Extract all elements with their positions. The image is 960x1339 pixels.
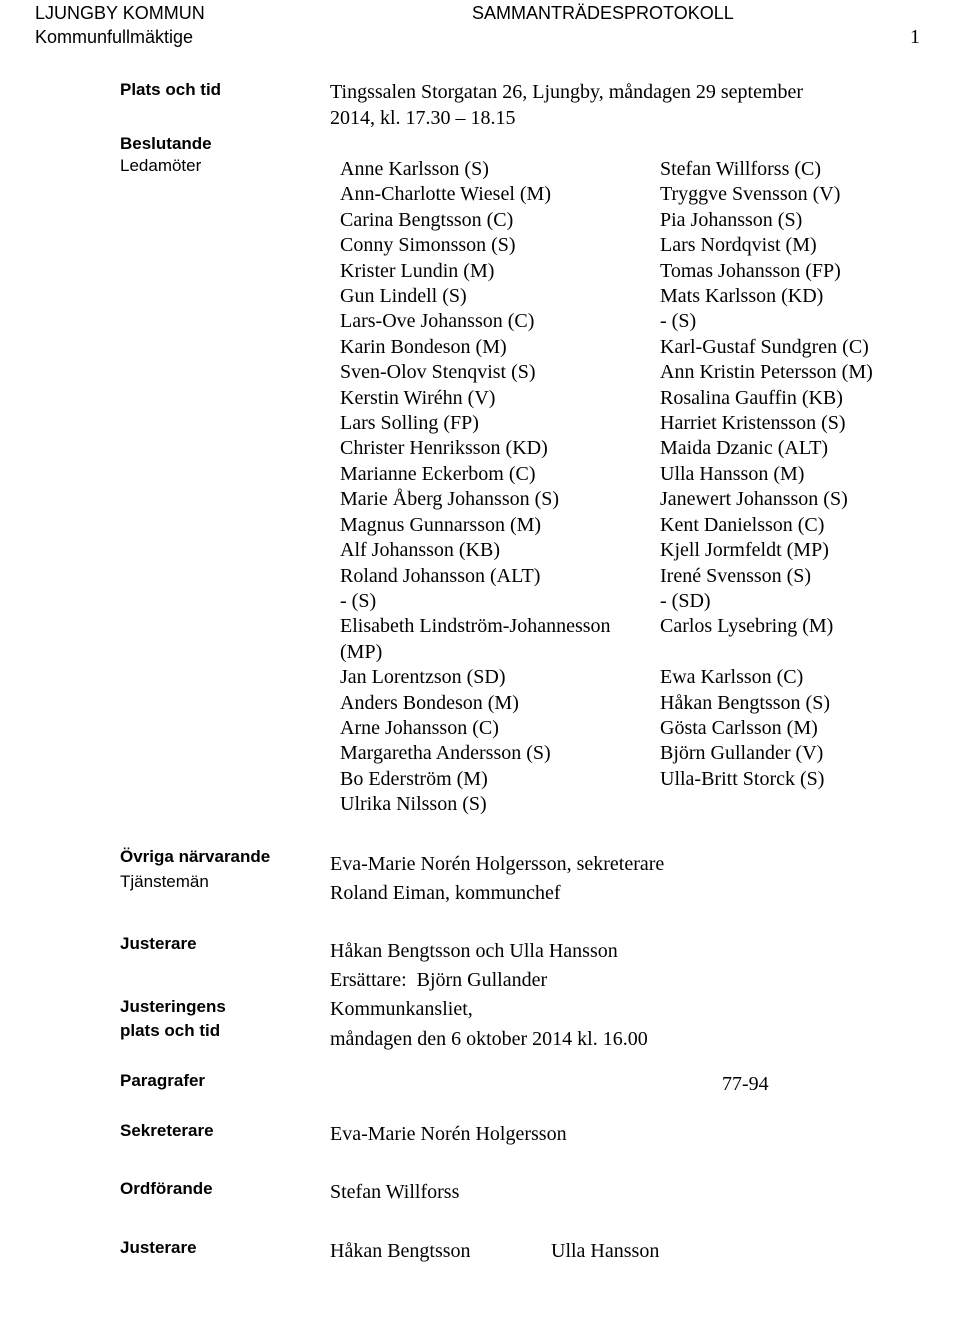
member-name: Ewa Karlsson (C) <box>660 666 804 689</box>
member-name: Magnus Gunnarsson (M) <box>340 513 542 536</box>
member-name: Lars Solling (FP) <box>340 412 479 435</box>
members-list-right <box>660 157 950 792</box>
member-name: Ulrika Nilsson (S) <box>340 793 487 816</box>
member-name: Tomas Johansson (FP) <box>660 259 841 282</box>
member-name: Anders Bondeson (M) <box>340 691 519 714</box>
member-name: Karin Bondeson (M) <box>340 335 507 358</box>
adjusters-names: Håkan Bengtsson och Ulla Hansson <box>330 940 618 962</box>
place-time-label: Plats och tid <box>120 80 222 99</box>
member-name: Mats Karlsson (KD) <box>660 285 824 308</box>
member-name: Lars-Ove Johansson (C) <box>340 310 535 333</box>
adjust-place-label-1: Justeringens <box>120 997 226 1016</box>
members-label: Ledamöter <box>120 156 202 175</box>
member-name: Maida Dzanic (ALT) <box>660 437 829 460</box>
municipality-name: LJUNGBY KOMMUN <box>35 3 205 23</box>
member-name: Kerstin Wiréhn (V) <box>340 386 496 409</box>
others-present-label: Övriga närvarande <box>120 847 271 866</box>
committee-name: Kommunfullmäktige <box>35 27 194 47</box>
document-type: SAMMANTRÄDESPROTOKOLL <box>472 3 734 23</box>
chair-label: Ordförande <box>120 1179 213 1198</box>
member-name: Margaretha Andersson (S) <box>340 742 551 765</box>
chair-name: Stefan Willforss <box>330 1181 460 1203</box>
member-name: Roland Johansson (ALT) <box>340 564 541 587</box>
member-name: Karl-Gustaf Sundgren (C) <box>660 335 869 358</box>
member-name: Ulla Hansson (M) <box>660 462 805 485</box>
page-number: 1 <box>910 26 920 48</box>
member-name: Anne Karlsson (S) <box>340 158 489 180</box>
deciding-label: Beslutande <box>120 134 212 153</box>
member-name <box>660 640 950 665</box>
adjust-time-value: måndagen den 6 oktober 2014 kl. 16.00 <box>330 1028 648 1050</box>
member-name: Gun Lindell (S) <box>340 285 467 308</box>
adjust-place-label-2: plats och tid <box>120 1021 221 1040</box>
member-name: Arne Johansson (C) <box>340 716 499 739</box>
signer-2-name: Ulla Hansson <box>551 1240 660 1262</box>
member-name: Marianne Eckerbom (C) <box>340 462 536 485</box>
official-municipal-manager: Roland Eiman, kommunchef <box>330 882 561 904</box>
place-time-line1: Tingssalen Storgatan 26, Ljungby, måndagen 29 september <box>330 81 804 103</box>
member-name: Carina Bengtsson (C) <box>340 208 514 231</box>
member-name: Carlos Lysebring (M) <box>660 615 834 638</box>
member-name: - (SD) <box>660 589 711 612</box>
member-name: Christer Henriksson (KD) <box>340 437 548 460</box>
member-name: Björn Gullander (V) <box>660 742 824 765</box>
member-name: Tryggve Svensson (V) <box>660 183 841 206</box>
adjusters-substitute: Ersättare: Björn Gullander <box>330 969 548 991</box>
secretary-label: Sekreterare <box>120 1121 214 1140</box>
paragraphs-label: Paragrafer <box>120 1071 206 1090</box>
place-time-line2: 2014, kl. 17.30 – 18.15 <box>330 107 516 129</box>
member-name: Elisabeth Lindström-Johannesson (MP) <box>340 615 611 663</box>
officials-label: Tjänstemän <box>120 872 209 891</box>
signer-1-name: Håkan Bengtsson <box>330 1240 471 1262</box>
member-name: Kjell Jormfeldt (MP) <box>660 539 829 562</box>
member-name: Alf Johansson (KB) <box>340 539 500 562</box>
member-name: Krister Lundin (M) <box>340 259 495 282</box>
member-name: Ann-Charlotte Wiesel (M) <box>340 183 551 206</box>
member-name: Rosalina Gauffin (KB) <box>660 386 843 409</box>
member-name: Ann Kristin Petersson (M) <box>660 361 873 384</box>
member-name: Ulla-Britt Storck (S) <box>660 767 825 790</box>
member-name: - (S) <box>340 589 377 612</box>
official-secretary: Eva-Marie Norén Holgersson, sekreterare <box>330 853 665 875</box>
secretary-name: Eva-Marie Norén Holgersson <box>330 1123 567 1145</box>
members-list-left <box>340 157 650 818</box>
member-name: - (S) <box>660 310 697 333</box>
member-name: Håkan Bengtsson (S) <box>660 691 830 714</box>
signers-label: Justerare <box>120 1238 197 1257</box>
adjusters-label: Justerare <box>120 934 197 953</box>
member-name: Pia Johansson (S) <box>660 208 803 231</box>
paragraphs-value: 77-94 <box>722 1073 769 1095</box>
member-name: Kent Danielsson (C) <box>660 513 825 536</box>
member-name: Conny Simonsson (S) <box>340 234 516 257</box>
adjust-place-value: Kommunkansliet, <box>330 998 473 1020</box>
member-name: Lars Nordqvist (M) <box>660 234 817 257</box>
member-name: Janewert Johansson (S) <box>660 488 848 511</box>
member-name: Jan Lorentzson (SD) <box>340 666 506 689</box>
member-name: Stefan Willforss (C) <box>660 158 822 180</box>
member-name: Gösta Carlsson (M) <box>660 716 818 739</box>
member-name: Bo Ederström (M) <box>340 767 488 790</box>
member-name: Harriet Kristensson (S) <box>660 412 846 435</box>
member-name: Sven-Olov Stenqvist (S) <box>340 361 536 384</box>
member-name: Marie Åberg Johansson (S) <box>340 488 560 511</box>
member-name: Irené Svensson (S) <box>660 564 812 587</box>
